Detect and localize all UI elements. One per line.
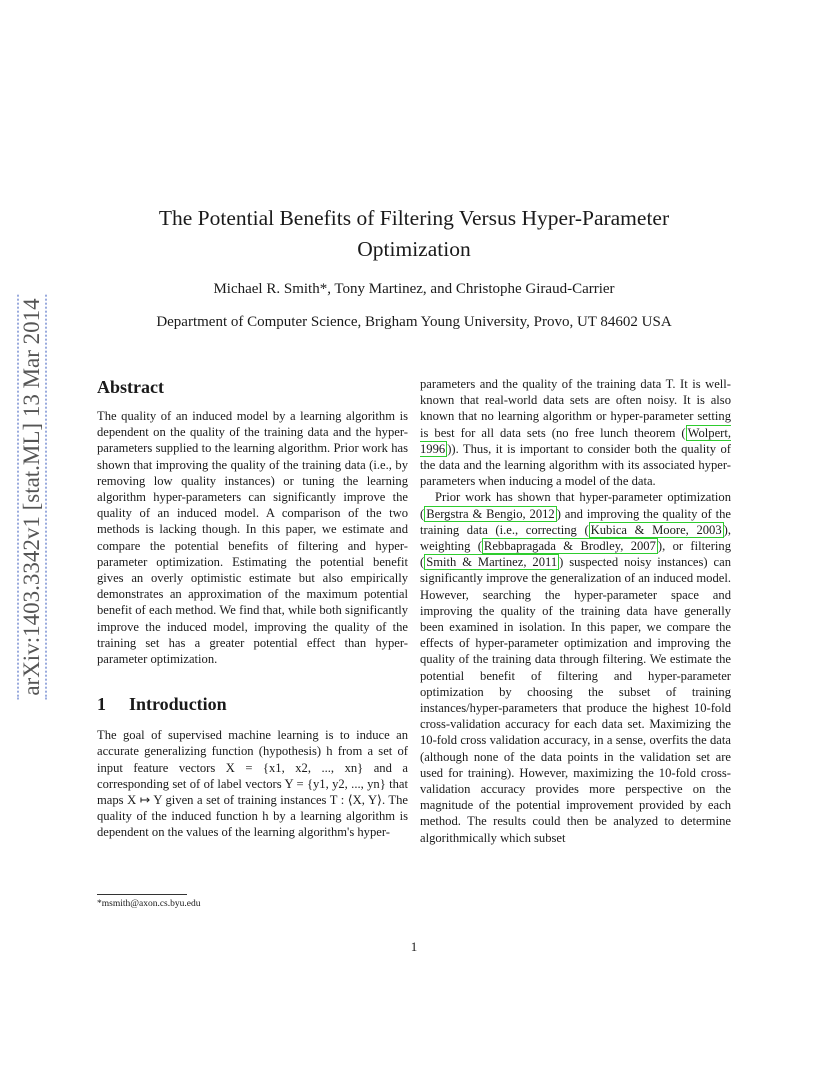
text-run: )). Thus, it is important to consider both the quality of the data and the learning algorithm with its associated hyper-parameters when inducing a model of the data. — [420, 441, 731, 489]
arxiv-stamp-text: arXiv:1403.3342v1 [stat.ML] 13 Mar 2014 — [17, 294, 47, 699]
right-paragraph-2 — [420, 489, 731, 845]
citation-link[interactable]: Rebbapragada & Brodley, 2007 — [483, 539, 656, 554]
footnote — [97, 894, 408, 909]
citation-link[interactable]: Smith & Martinez, 2011 — [426, 555, 558, 570]
citation-link[interactable]: Wolpert, 1996 — [420, 425, 731, 456]
text-run: ) and improving the quality of the training data (i.e., correcting ( — [420, 506, 731, 537]
text-run: ), or filtering ( — [420, 539, 731, 570]
page-number: 1 — [410, 939, 418, 954]
paper-authors: Michael R. Smith*, Tony Martinez, and Christophe Giraud-Carrier — [213, 281, 615, 297]
citation-link[interactable]: Bergstra & Bengio, 2012 — [426, 506, 555, 521]
introduction-heading — [97, 693, 408, 715]
right-column — [420, 376, 731, 846]
introduction-paragraph: The goal of supervised machine learning is to induce an accurate generalizing function (hypothesis) h from a set of input feature vectors X = {x1, x2, ..., xn} and a corresponding set of of label vectors Y = {y1, y2, ..., yn} that maps X ↦ Y given a set of training instances T : ⟨X, Y⟩. The quality of the induced function h by a learning algorithm is dependent on the values of the learning algorithm's hyper- — [97, 728, 408, 840]
footnote-rule — [97, 894, 187, 895]
paper-title: The Potential Benefits of Filtering Versus Hyper-Parameter Optimization — [158, 206, 670, 261]
arxiv-stamp — [16, 256, 48, 738]
citation-link[interactable]: Kubica & Moore, 2003 — [590, 522, 722, 537]
section-title: Introduction — [129, 694, 227, 715]
abstract-heading: Abstract — [97, 377, 164, 397]
abstract-text: The quality of an induced model by a learning algorithm is dependent on the quality of the training data and the hyper-parameters supplied to the learning algorithm. Prior work has shown that improving the quality of the training data (i.e., by removing low quality instances) or tuning the learning algorithm hyper-parameters can significantly improve the quality of an induced model. A comparison of the two methods is lacking though. In this paper, we estimate and compare the potential benefits of filtering and hyper-parameter optimization. Estimating the potential benefit gives an overly optimistic estimate but also empirically demonstrates an approximation of the maximum potential benefit of each method. We find that, while both significantly improve the induced model, improving the quality of the training set has a greater potential effect than hyper-parameter optimization. — [97, 409, 408, 667]
right-paragraph-1 — [420, 376, 731, 489]
text-run: ), weighting ( — [420, 522, 731, 554]
text-run: parameters and the quality of the training data T. It is well-known that real-world data sets are often noisy. It is also known that no learning algorithm or hyper-parameter setting is best for all data sets (no free lunch theorem ( — [420, 377, 731, 440]
text-run: ) suspected noisy instances) can significantly improve the generalization of an induced model. However, searching the hyper-parameter space and improving the quality of the training data have generally been examined in isolation. In this paper, we compare the effects of hyper-parameter optimization and improving the quality of the training data through filtering. We estimate the potential benefit of filtering and hyper-parameter optimization by choosing the subset of training instances/hyper-parameters that produce the highest 10-fold cross-validation accuracy for each data set. Maximizing the 10-fold cross validation accuracy, in a sense, overfits the data (although none of the data points in the validation set are used for training). However, maximizing the 10-fold cross-validation accuracy provides more perspective on the magnitude of the potential improvement provided by each method. The results could then be analyzed to determine algorithmically which subset — [420, 555, 731, 845]
section-number: 1 — [97, 694, 106, 715]
text-run: Prior work has shown that hyper-parameter optimization ( — [420, 490, 731, 521]
paper-affiliation: Department of Computer Science, Brigham Young University, Provo, UT 84602 USA — [156, 314, 672, 330]
footnote-text: *msmith@axon.cs.byu.edu — [97, 899, 201, 909]
left-column — [97, 376, 408, 841]
